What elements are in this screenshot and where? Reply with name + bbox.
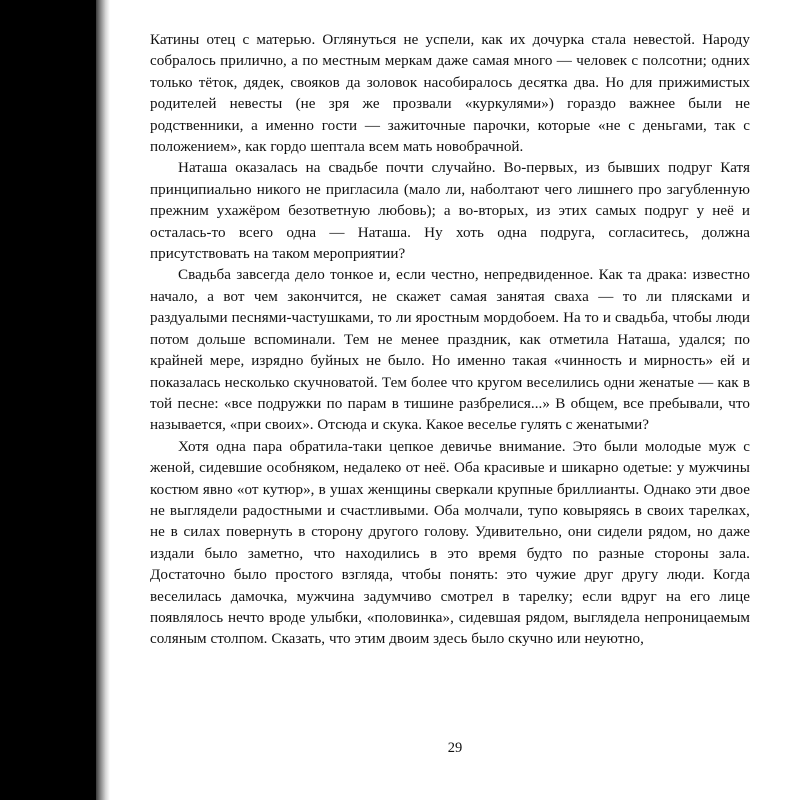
paragraph: Наташа оказалась на свадьбе почти случайно. Во-первых, из бывших подруг Катя принципиально никого не пригласила (мало ли, наболтают чего лишнего про загубленную прежним ухажёром безответную любовь); а во-вторых, из этих самых подруг у неё и осталась-то всего одна — Наташа. Ну хоть одна подруга, согласитесь, должна присутствовать на таком мероприятии? [150, 160, 750, 263]
page-sheet [110, 0, 800, 800]
book-gutter-shadow [96, 0, 110, 800]
paragraph: Свадьба завсегда дело тонкое и, если честно, непредвиденное. Как та драка: известно начало, а вот чем закончится, не скажет самая занятая сваха — то ли плясками и раздуалыми песнями-частушками, то ли яростным мордобоем. На то и свадьба, чтобы люди потом дольше вспоминали. Тем не менее праздник, как отметила Наташа, удался; по крайней мере, изрядно буйных не было. Но именно такая «чинность и мирность» ей и показалась несколько скучноватой. Тем более что кругом веселились одни женатые — как в той песне: «все подружки по парам в тишине разбрелися...» В общем, все пребывали, что называется, «при своих». Отсюда и скука. Какое веселье гулять с женатыми? [150, 267, 750, 434]
paragraph: Хотя одна пара обратила-таки цепкое девичье внимание. Это были молодые муж с женой, сидевшие особняком, недалеко от неё. Оба красивые и шикарно одетые: у мужчины костюм явно «от кутюр», в ушах женщины сверкали крупные бриллианты. Однако эти двое не выглядели радостными и счастливыми. Оба молчали, тупо ковыряясь в своих тарелках, не в силах повернуть в сторону другого голову. Удивительно, они сидели рядом, но даже издали было заметно, что находились в это время будто по разные стороны зала. Достаточно было простого взгляда, чтобы понять: это чужие друг другу люди. Когда веселилась дамочка, мужчина задумчиво смотрел в тарелку; если вдруг на его лице появлялось нечто вроде улыбки, «половинка», сидевшая рядом, выглядела непроницаемым соляным столпом. Сказать, что этим двоим здесь было скучно или неуютно, [150, 438, 750, 648]
book-gutter [0, 0, 96, 800]
page-number: 29 [447, 740, 463, 756]
body-text [150, 30, 750, 651]
paragraph: Катины отец с матерью. Оглянуться не успели, как их дочурка стала невестой. Народу собралось прилично, а по местным меркам даже самая много — человек с полсотни; одних только тёток, дядек, свояков да золовок насобиралось десятка два. Но для прижимистых родителей невесты (не зря же прозвали «куркулями») гораздо важнее были не родственники, а именно гости — зажиточные парочки, которые «не с деньгами, так с положением», как гордо шептала всем мать новобрачной. [150, 32, 750, 156]
